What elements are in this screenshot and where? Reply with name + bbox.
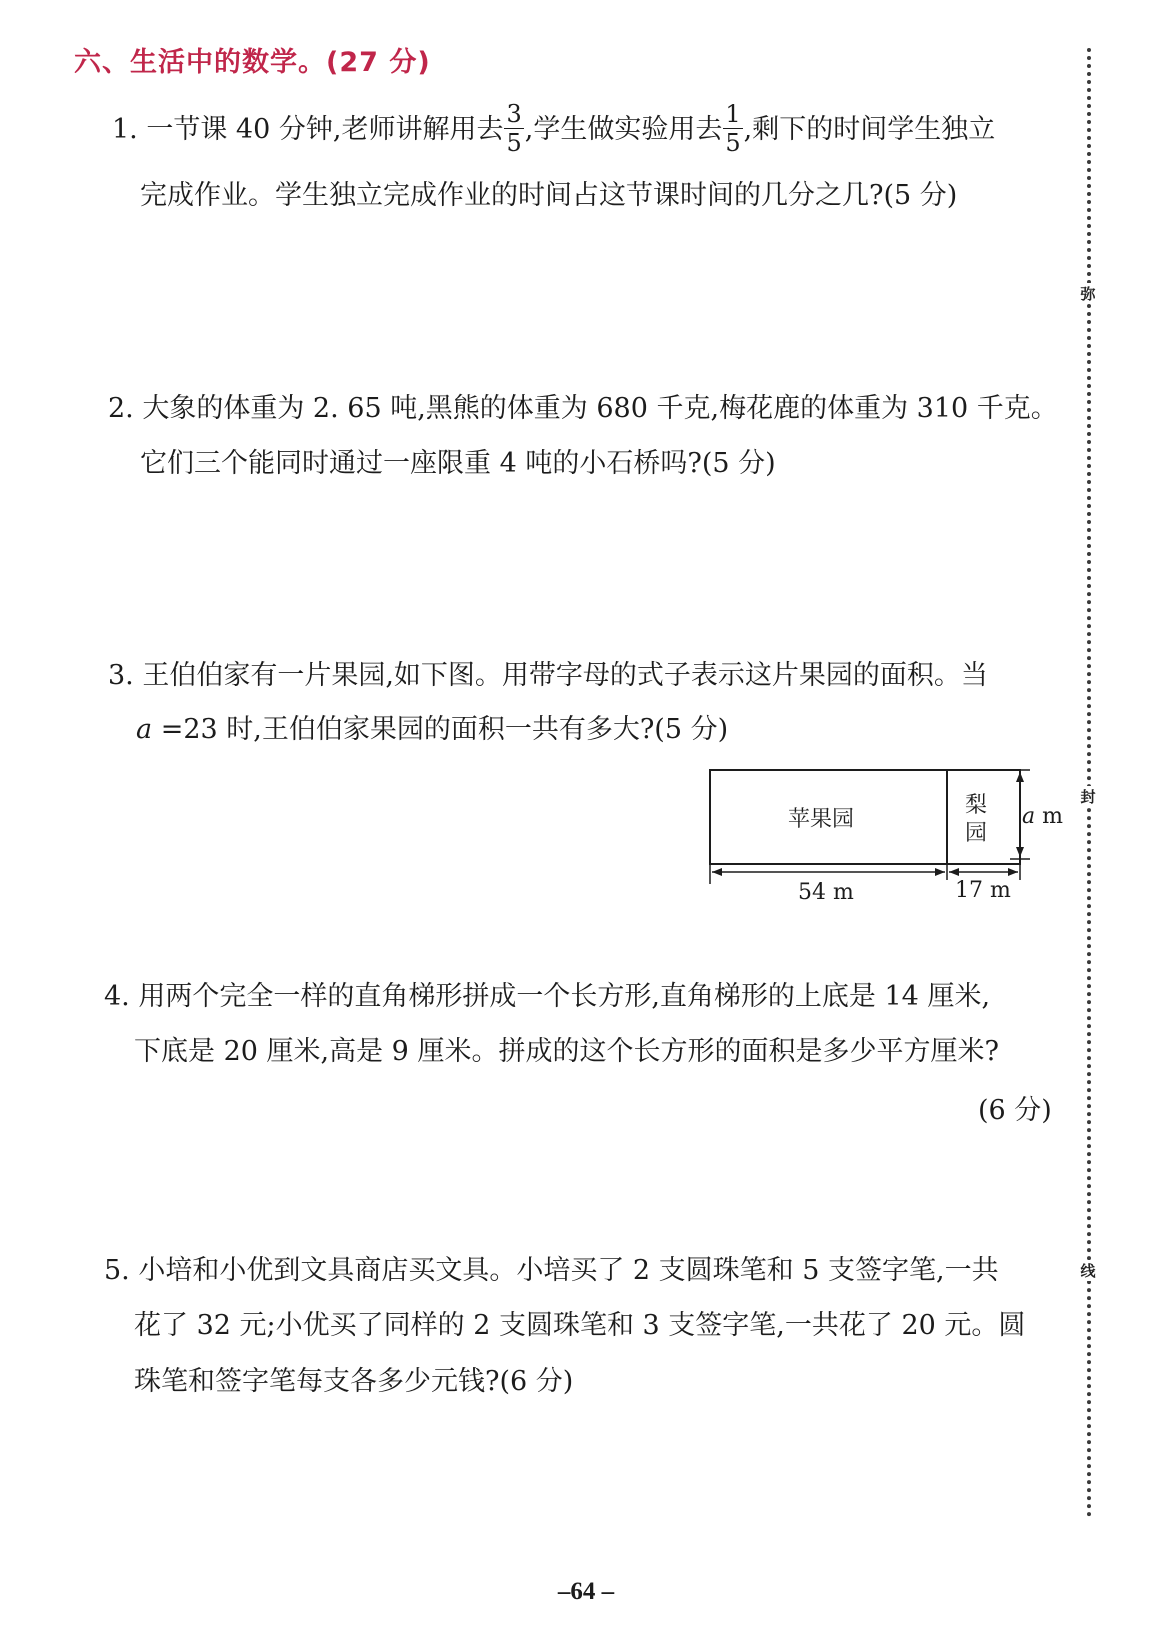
page-number: –64 – (557, 1578, 615, 1605)
question-3-line-1: 3. 王伯伯家有一片果园,如下图。用带字母的式子表示这片果园的面积。当 (108, 660, 988, 691)
height-variable: a (1022, 804, 1036, 829)
fraction-numerator: 1 (725, 100, 741, 128)
question-2-line-1: 2. 大象的体重为 2. 65 吨,黑熊的体重为 680 千克,梅花鹿的体重为 310 千克。 (108, 393, 1058, 424)
variable-a: a (136, 714, 153, 745)
question-1-text-c: ,剩下的时间学生独立 (743, 114, 996, 145)
binding-mark-mi: 弥 (1077, 283, 1099, 304)
question-5-line-2: 花了 32 元;小优买了同样的 2 支圆珠笔和 3 支签字笔,一共花了 20 元。圆 (134, 1310, 1026, 1341)
pear-orchard-label-bottom: 园 (965, 821, 988, 846)
question-4-line-1: 4. 用两个完全一样的直角梯形拼成一个长方形,直角梯形的上底是 14 厘米, (104, 981, 991, 1012)
fraction-three-fifths (504, 102, 523, 155)
orchard-diagram-drawing (700, 760, 1080, 920)
width-17-label: 17 m (955, 878, 1011, 903)
question-5-line-1: 5. 小培和小优到文具商店买文具。小培买了 2 支圆珠笔和 5 支签字笔,一共 (104, 1255, 999, 1286)
apple-orchard-label: 苹果园 (788, 807, 855, 832)
question-1-text-b: ,学生做实验用去 (524, 114, 723, 145)
pear-orchard-label-top: 梨 (965, 793, 988, 818)
height-label (1022, 804, 1063, 829)
binding-dotted-line (1087, 48, 1091, 1518)
binding-mark-feng: 封 (1077, 786, 1099, 807)
section-title: 六、生活中的数学。(27 分) (74, 47, 431, 78)
height-unit: m (1035, 804, 1063, 829)
question-4-score: (6 分) (978, 1095, 1052, 1126)
question-3-line-2-text: =23 时,王伯伯家果园的面积一共有多大?(5 分) (152, 714, 729, 745)
fraction-denominator: 5 (506, 129, 522, 157)
fraction-numerator: 3 (506, 100, 522, 128)
fraction-denominator: 5 (725, 129, 741, 157)
question-1-line-2: 完成作业。学生独立完成作业的时间占这节课时间的几分之几?(5 分) (140, 180, 958, 211)
binding-mark-xian: 线 (1077, 1260, 1099, 1281)
question-2-line-2: 它们三个能同时通过一座限重 4 吨的小石桥吗?(5 分) (140, 448, 776, 479)
question-1-text-a: 1. 一节课 40 分钟,老师讲解用去 (112, 114, 504, 145)
fraction-one-fifth (723, 102, 742, 155)
question-4-line-2: 下底是 20 厘米,高是 9 厘米。拼成的这个长方形的面积是多少平方厘米? (134, 1036, 999, 1067)
orchard-diagram (700, 760, 1080, 920)
question-1-line-1 (112, 100, 996, 157)
question-3-line-2 (136, 714, 728, 746)
width-54-label: 54 m (798, 880, 854, 905)
question-5-line-3: 珠笔和签字笔每支各多少元钱?(6 分) (134, 1366, 574, 1397)
